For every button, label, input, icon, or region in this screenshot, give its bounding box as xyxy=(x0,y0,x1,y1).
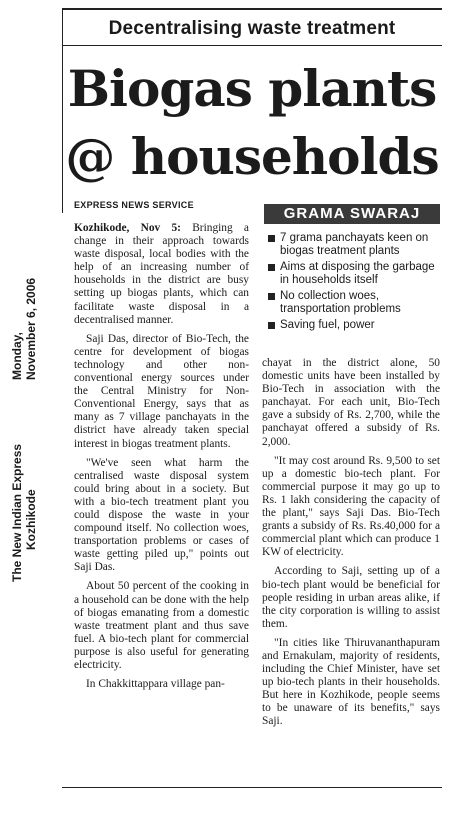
paragraph: About 50 percent of the cooking in a household can be done with the help of biogas emanating from a domestic waste treatment plant and thus save fuel. A bio-tech plant for commercial purpose is also useful for generating electricity. xyxy=(74,580,249,671)
paragraph: According to Saji, setting up of a bio-tech plant would be beneficial for people residing in urban areas alike, if the city corporation is willing to assist them. xyxy=(262,565,440,630)
paragraph: chayat in the district alone, 50 domestic units have been installed by Bio-Tech in association with the panchayat. For each unit, Bio-Tech gave a subsidy of Rs. 2,700, while the panchayat offered a subsidy of Rs. 2,000. xyxy=(262,357,440,448)
paper-line-1: The New Indian Express xyxy=(10,443,24,582)
top-rule xyxy=(62,8,442,10)
date-line-2: November 6, 2006 xyxy=(24,277,38,380)
headline-line-1: Biogas plants xyxy=(67,59,437,118)
panel-bullet: 7 grama panchayats keen on biogas treatment plants xyxy=(268,232,440,258)
paragraph-text: Bringing a change in their approach towards waste disposal, local bodies with the help of an increasing number of households in the district are busy setting up biogas plants, which can facilitate waste disposal in a decentralised manner. xyxy=(74,222,249,326)
paragraph xyxy=(74,222,249,327)
kicker-rule xyxy=(62,45,442,46)
byline: EXPRESS NEWS SERVICE xyxy=(74,200,194,210)
bottom-rule xyxy=(62,787,442,788)
panel-title: GRAMA SWARAJ xyxy=(264,204,440,224)
paragraph: "It may cost around Rs. 9,500 to set up a domestic bio-tech plant. For commercial purpose it may go up to Rs. 1 lakh considering the capacity of the plant," says Saji Das. Bio-Tech grants a subsidy of Rs. Rs.40,000 for a commercial plant which can produce 1 KW of electricity. xyxy=(262,454,440,559)
paper-line-2: Kozhikode xyxy=(24,489,38,550)
panel-bullet: Aims at disposing the garbage in households itself xyxy=(268,261,440,287)
paragraph: "In cities like Thiruvananthapuram and Ernakulam, majority of residents, including the Chief Minister, have set up bio-tech plants in their households. But here in Kozhikode, people seems to be unaware of its benefits," says Saji. xyxy=(262,636,440,728)
headline-line-2: @ households xyxy=(65,127,439,186)
publication-name xyxy=(10,444,38,582)
publication-date xyxy=(10,278,38,380)
panel-bullets xyxy=(268,232,440,335)
paragraph: In Chakkittappara village pan- xyxy=(86,678,225,691)
article-column-1 xyxy=(74,222,249,697)
panel-bullet: No collection woes, transportation problems xyxy=(268,290,440,316)
dateline: Kozhikode, Nov 5: xyxy=(74,222,181,234)
paragraph: "We've seen what harm the centralised waste disposal system could bring about in a society. But with a bio-tech treatment plant you could dispose the waste in your compound itself. No collection woes, transportation problems or cases of waste getting piled up," points out Saji Das. xyxy=(74,456,249,574)
date-line-1: Monday, xyxy=(10,332,24,380)
article-column-2 xyxy=(262,357,440,735)
panel-bullet: Saving fuel, power xyxy=(268,319,440,332)
kicker: Decentralising waste treatment xyxy=(108,18,396,39)
paragraph: Saji Das, director of Bio-Tech, the centre for development of biogas technology and other non-conventional energy sources under the Central Ministry for Non-Conventional Energy, says that as many as 7 village panchayats in the district have already taken special interest in biogas treatment plants. xyxy=(74,332,249,450)
